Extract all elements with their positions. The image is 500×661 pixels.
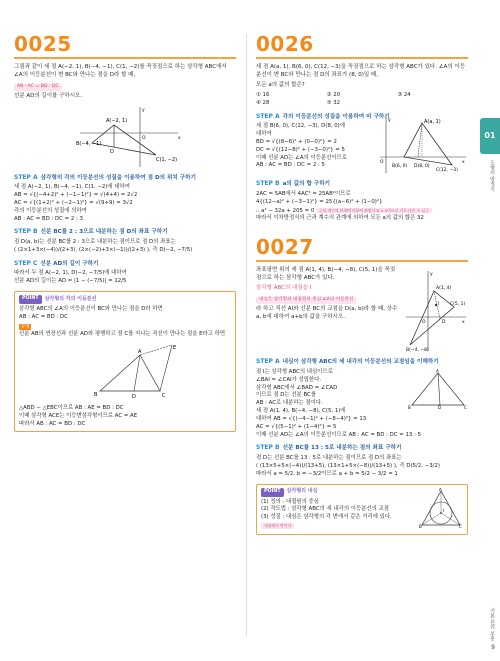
label-A: A(1, 4) [436, 286, 452, 292]
point-tag: POINT [261, 488, 284, 497]
label-A: A(a, 1) [424, 119, 441, 126]
step-title: 선분 BC를 13 : 5로 내분하는 점의 좌표 구하기 [282, 445, 402, 452]
label-y: y [430, 272, 433, 278]
solution-line: ∠BAI = ∠CAI가 성립한다. [256, 376, 322, 383]
diagram-label-A: A [436, 368, 439, 374]
point-line: 이때 삼각형 ACE는 이등변삼각형이므로 AC = AE [19, 412, 138, 419]
label-A: A [439, 487, 442, 492]
chapter-tab[interactable]: 01 [480, 118, 500, 154]
solution-line: 삼각형 ABC에서 ∠BAD = ∠CAD [256, 384, 338, 391]
point-line: 삼각형 ABC의 ∠A의 이등분선이 BC와 만나는 점을 D라 하면 [19, 306, 163, 313]
solution-line: 대하여 [256, 131, 272, 138]
point-diagram [70, 341, 180, 403]
label-C: C(5, 1) [450, 302, 466, 308]
label-C: C [459, 523, 462, 528]
note-badge: 내심에서 변까지 [261, 523, 294, 529]
solution-line: AB = √{(−4+2)² + (−1−1)²} = √(4+4) = 2√2 [14, 192, 138, 199]
label-D: D [442, 320, 446, 326]
label-C: C(12, −3) [436, 168, 458, 174]
incircle-diagram [419, 488, 463, 528]
label-O: O [380, 160, 384, 166]
step-a [256, 358, 468, 367]
label-D: D [110, 148, 114, 155]
solution-line: 점 I는 삼각형 ABC의 내심이므로 [256, 368, 333, 375]
label-x: x [462, 320, 465, 326]
label-O: O [142, 135, 146, 141]
step-title: 삼각형의 각의 이등분선의 성질을 이용하여 점 D의 위치 구하기 [40, 174, 196, 181]
point-line: (3) 성질 : 내심은 삼각형의 각 변에서 같은 거리에 있다. [261, 514, 392, 521]
label-x: x [178, 135, 181, 141]
header-bar [256, 57, 468, 59]
point-line: (2) 작도법 : 삼각형 ABC의 세 내각의 이등분선의 교점 [261, 506, 389, 513]
choice-5[interactable]: ⑤ 32 [326, 99, 341, 106]
problem-highlight: 삼각형 ABC의 내심을 I [256, 285, 312, 292]
solution-line: 2AC = 5AB에서 4AC² = 25AB²이므로 [256, 190, 351, 197]
solution-line: 대하여 AB = √{(−4−1)² + (−8−4)²} = 13 [256, 415, 367, 422]
problem-text: 세 점 A(a, 1), B(6, 0), C(12, −3)을 꼭짓점으로 하는 삼각형 ABC가 있다. ∠A의 이등분선이 변 BC와 만나는 점 D의 좌표가 (8, 0)일 때, [256, 64, 466, 78]
solution-line: 점 D(a, b)는 선분 BC를 2 : 3으로 내분하는 점이므로 점 D의 좌표는 [14, 239, 176, 246]
point-tag: POINT [19, 295, 42, 304]
solution-line: 이므로 점 D는 선분 BC를 [256, 392, 317, 399]
problem-0025 [14, 34, 236, 432]
step-tag: STEP C [14, 259, 38, 267]
diagram-label-A: A [138, 348, 142, 355]
diagram-label-E: E [173, 344, 177, 351]
label-y: y [142, 107, 145, 113]
step-title: a의 값의 합 구하기 [282, 181, 331, 188]
choice-2[interactable]: ② 20 [326, 91, 341, 98]
point-line: 선분 AB의 연장선과 선분 AD와 평행하고 점 C를 지나는 직선이 만나는 점을 E라고 하면 [19, 331, 226, 338]
solution-line: 세 점 A(1, 4), B(−4, −8), C(5, 1)에 [256, 408, 346, 415]
proof-text: 증명 [21, 323, 30, 329]
problem-number: 0025 [14, 32, 72, 56]
diagram-label-C: C [162, 392, 166, 399]
note-badge: 근과 계수의 관계에 의하여 판별식 D > 0이므로 서로 다른 두 실근 [316, 208, 432, 214]
proof-label [19, 324, 31, 330]
label-B: B(6, 0) [392, 164, 408, 170]
label-I: I [443, 507, 445, 513]
solution-line: AB : AC = BD : DC = 2 : 3 [14, 215, 83, 222]
problem-number: 0027 [256, 235, 314, 260]
solution-line: 세 점 B(6, 0), C(12, −3), D(8, 0)에 [256, 123, 345, 130]
choice-4[interactable]: ④ 28 [256, 99, 270, 106]
diagram-label-C: C [464, 404, 467, 409]
problem-question: 모든 a의 값의 합은? [256, 81, 305, 88]
label-B: B(−4, −8) [406, 348, 429, 354]
solution-line: 따라서 a = 5/2, b = −3/2이므로 a + b = 5/2 − 3/2 = 1 [256, 470, 398, 477]
solution-line: AB : AC로 내분하는 점이다. [256, 400, 323, 407]
solution-line: ( (2×1+3×(−4))/(2+3), (2×(−2)+3×(−1))/(2+3) ), 즉 D(−2, −7/5) [14, 246, 193, 253]
problem-0027 [256, 237, 468, 534]
solution-line: BD = √{(8−6)² + (0−0)²} = 2 [256, 138, 337, 145]
label-O: O [422, 320, 426, 326]
solution-line: AB : AC = BD : DC = 2 : 5 [256, 162, 325, 169]
solution-line: ( (13×5+5×(−4))/(13+5), (13×1+5×(−8))/(13+5) ), 즉 D(5/2, −3/2) [256, 462, 440, 469]
step-c [14, 260, 236, 269]
step-title: 각의 이등분선의 성질을 이용하여 비 구하기 [282, 113, 390, 120]
point-box [256, 484, 468, 535]
problem-question: 라 하고 직선 AI와 선분 BC의 교점을 D(a, b)라 할 때, 상수 a, b에 대하여 a+b의 값을 구하시오. [256, 305, 398, 320]
point-title: 삼각형의 각의 이등분선 [44, 295, 97, 302]
solution-line: DC = √{(12−8)² + (−3−0)²} = 5 [256, 146, 345, 153]
problem-number: 0026 [256, 32, 314, 56]
step-tag: STEP B [14, 228, 38, 236]
step-tag: STEP A [14, 173, 38, 181]
label-x: x [462, 160, 465, 166]
header-bar [256, 260, 468, 262]
label-C: C(1, −2) [156, 156, 178, 163]
label-D: D(8, 0) [414, 164, 430, 170]
step-b [256, 444, 468, 453]
graph-0026 [378, 113, 468, 175]
hint-badge: 내심은 삼각형의 내접원의 중심 ∠A의 이등분선 [256, 297, 356, 304]
choice-1[interactable]: ① 16 [256, 91, 270, 98]
solution-line: 이때 선분 AD는 ∠A의 이등분선이므로 [256, 154, 347, 161]
solution-line: AC = √{(1+2)² + (−2−1)²} = √(9+9) = 3√2 [14, 199, 133, 206]
solution-line: AC = √{(5−1)² + (1−4)²} = 5 [256, 423, 337, 430]
solution-line: 선분 AD의 길이는 AD = |1 − (−7/5)| = 12/5 [14, 278, 127, 285]
step-title: 선분 BC를 2 : 3으로 내분하는 점 D의 좌표 구하기 [40, 229, 168, 236]
solution-line: 세 점 A(−2, 1), B(−4, −1), C(1, −2)에 대하여 [14, 184, 130, 191]
step-title: 선분 AD의 길이 구하기 [40, 260, 99, 267]
step-tag: STEP A [256, 112, 280, 120]
column-divider [246, 34, 247, 636]
triangle-diagram-0027 [408, 369, 468, 409]
step-tag: STEP A [256, 358, 280, 366]
point-line: (1) 정의 : 내접원의 중심 [261, 498, 319, 505]
solution-line: 따라서 이차방정식의 근과 계수의 관계에 의하여 모든 a의 값의 합은 32 [256, 215, 424, 222]
problem-0026 [256, 34, 468, 535]
diagram-label-B: B [408, 404, 411, 409]
label-B: B [419, 523, 422, 528]
step-tag: STEP B [256, 180, 280, 188]
choice-3[interactable]: ③ 24 [397, 91, 411, 98]
solution-line: 각의 이등분선의 성질에 의하여 [14, 207, 87, 214]
label-B: B(−4, −1) [76, 140, 102, 147]
step-b [14, 228, 236, 237]
page-number: 9 [491, 644, 495, 652]
label-y: y [388, 118, 391, 124]
label-A: A(−2, 1) [106, 117, 128, 124]
solution-line: 4{(12−a)² + (−3−1)²} = 25{(a−6)² + (1−0)²} [256, 198, 383, 205]
footer-label: 기본 원리 부흥 [489, 607, 495, 641]
solution-line: 점 D는 선분 BC를 13 : 5로 내분하는 점이므로 점 D의 좌표는 [256, 455, 402, 462]
diagram-label-D: D [132, 393, 136, 400]
step-tag: STEP B [256, 444, 280, 452]
label-I: I [438, 302, 440, 308]
choices [256, 92, 468, 108]
problem-text: 좌표평면 위의 세 점 A(1, 4), B(−4, −8), C(5, 1)을 꼭짓점으로 하는 삼각형 ABC가 있다. [256, 267, 396, 282]
problem-text: 그림과 같이 세 점 A(−2, 1), B(−4, −1), C(1, −2)를 꼭짓점으로 하는 삼각형 ABC에서 ∠A의 이등분선이 변 BC와 만나는 점을 D라 할 때, [14, 64, 227, 78]
diagram-label-D: D [438, 404, 442, 409]
solution-line: 따라서 두 점 A(−2, 1), D(−2, −7/5)에 대하여 [14, 270, 127, 277]
point-title: 삼각형의 내심 [286, 488, 318, 495]
diagram-label-B: B [94, 391, 98, 398]
hint-badge: AB : AC = BD : DC [14, 84, 62, 91]
solution-line: 이때 선분 AD는 ∠A의 이등분선이므로 AB : AC = BD : DC = 13 : 5 [256, 431, 422, 438]
header-bar [14, 57, 236, 59]
point-box [14, 291, 236, 432]
graph-0025 [74, 103, 184, 169]
point-line: 따라서 AB : AC = BD : DC [19, 420, 86, 427]
step-a [14, 174, 236, 183]
equation: ∴ a² − 32a + 205 = 0 [256, 207, 315, 214]
step-title: 내심이 삼각형 ABC의 세 내각의 이등분선의 교점임을 이해하기 [282, 359, 439, 366]
point-line: △ABD ∽ △EBC이므로 AB : AE = BD : DC [19, 404, 124, 411]
step-b [256, 180, 468, 189]
graph-0027 [404, 267, 468, 353]
point-line: AB : AC = BD : DC [19, 313, 68, 320]
section-label: 도형의 방정식 [489, 160, 495, 192]
problem-question: 선분 AD의 길이를 구하시오. [14, 92, 83, 99]
